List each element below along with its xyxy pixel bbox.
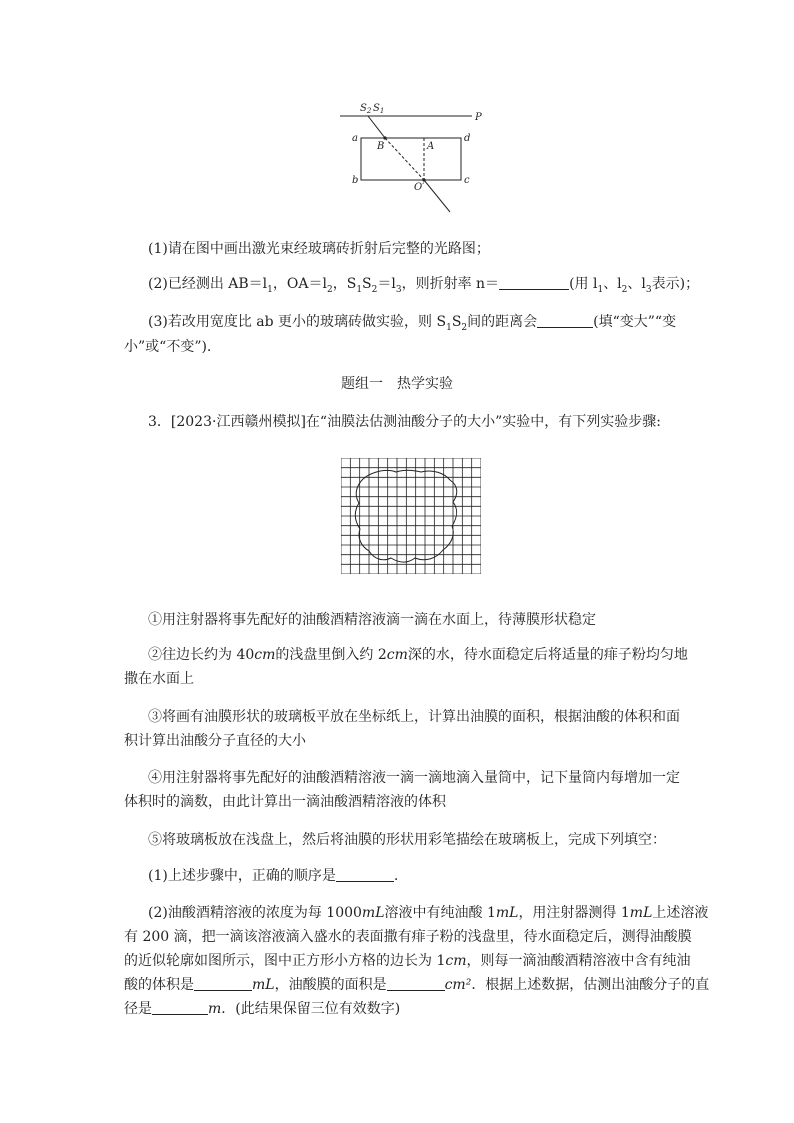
glass-brick (361, 138, 461, 180)
q3-step5: ⑤将玻璃板放在浅盘上，然后将油膜的形状用彩笔描绘在玻璃板上，完成下列填空： (148, 832, 666, 848)
q3-step3: ③将画有油膜形状的玻璃板平放在坐标纸上，计算出油膜的面积，根据油酸的体积和面 (148, 709, 680, 725)
dashed-ray (385, 138, 424, 180)
label-b-corner: b (352, 175, 359, 186)
q3-sub2-l4: 酸的体积是 mL，油酸膜的面积是 cm²．根据上述数据，估测出油酸分子的直 (124, 977, 710, 993)
q3-sub1: (1)上述步骤中，正确的顺序是 . (148, 868, 399, 884)
label-o-point: O′ (414, 182, 425, 193)
q2-part1: (1)请在图中画出激光束经玻璃砖折射后完整的光路图； (148, 241, 490, 257)
grid-lines (341, 458, 481, 574)
incident-ray (368, 116, 385, 138)
q2-answer-blank-distance[interactable] (537, 313, 593, 328)
q2-part3: (3)若改用宽度比 ab 更小的玻璃砖做实验，则 $S_1S_2$间的距离会 (填“变大”“变 (148, 314, 677, 333)
q3-step2: ②往边长约为 40cm的浅盘里倒入约 2cm深的水，待水面稳定后将适量的痱子粉均匀地 (148, 647, 688, 663)
q3-sub2-l2: 有 200 滴，把一滴该溶液滴入盛水的表面撒有痱子粉的浅盘里，待水面稳定后，测得油酸膜 (124, 929, 692, 945)
optics-diagram (330, 96, 500, 216)
label-a-point: A (427, 141, 435, 152)
q3-answer-blank-diameter[interactable] (152, 1000, 208, 1015)
q2-answer-blank-n[interactable] (499, 275, 569, 290)
q3-answer-blank-volume[interactable] (194, 976, 252, 991)
label-b-point: B (377, 141, 385, 152)
q3-sub2-l3: 的近似轮廓如图所示，图中正方形小方格的边长为 1cm，则每一滴油酸酒精溶液中含有纯油 (124, 953, 691, 969)
label-p: P (475, 112, 482, 123)
q3-step4-cont: 体积时的滴数，由此计算出一滴油酸酒精溶液的体积 (124, 794, 446, 810)
label-d-corner: d (464, 133, 471, 144)
q3-sub2-l5: 径是 m．(此结果保留三位有效数字) (124, 1001, 401, 1017)
label-s2: $S_2$ (360, 103, 372, 115)
point-b-dot (383, 136, 386, 139)
q3-intro: 3．[2023·江西赣州模拟]在“油膜法估测油酸分子的大小”实验中，有下列实验步骤: (148, 414, 661, 430)
label-s1: $S_1$ (373, 103, 385, 115)
q3-step2-cont: 撒在水面上 (124, 671, 194, 687)
q3-step3-cont: 积计算出油酸分子直径的大小 (124, 733, 306, 749)
section-heading: 题组一 热学实验 (341, 376, 453, 392)
oil-film-grid (341, 458, 481, 574)
exit-ray (424, 180, 450, 212)
q2-part3-cont: 小”或“不变”). (124, 339, 212, 355)
q3-step1: ①用注射器将事先配好的油酸酒精溶液滴一滴在水面上，待薄膜形状稳定 (148, 612, 596, 628)
q3-sub2-l1: (2)油酸酒精溶液的浓度为每 1000mL溶液中有纯油酸 1mL，用注射器测得 1mL上述溶液 (148, 905, 709, 921)
q3-answer-blank-area[interactable] (387, 976, 445, 991)
label-c-corner: c (464, 175, 470, 186)
label-a-corner: a (352, 133, 358, 144)
q3-answer-blank-order[interactable] (336, 867, 394, 882)
q3-step4: ④用注射器将事先配好的油酸酒精溶液一滴一滴地滴入量筒中，记下量筒内每增加一定 (148, 770, 680, 786)
q2-part2: (2)已经测出 $AB=l_1$，$OA=l_2$，$S_1S_2=l_3$，则折射率 n＝ (用 $l_1$、$l_2$、$l_3$表示)； (148, 276, 700, 295)
